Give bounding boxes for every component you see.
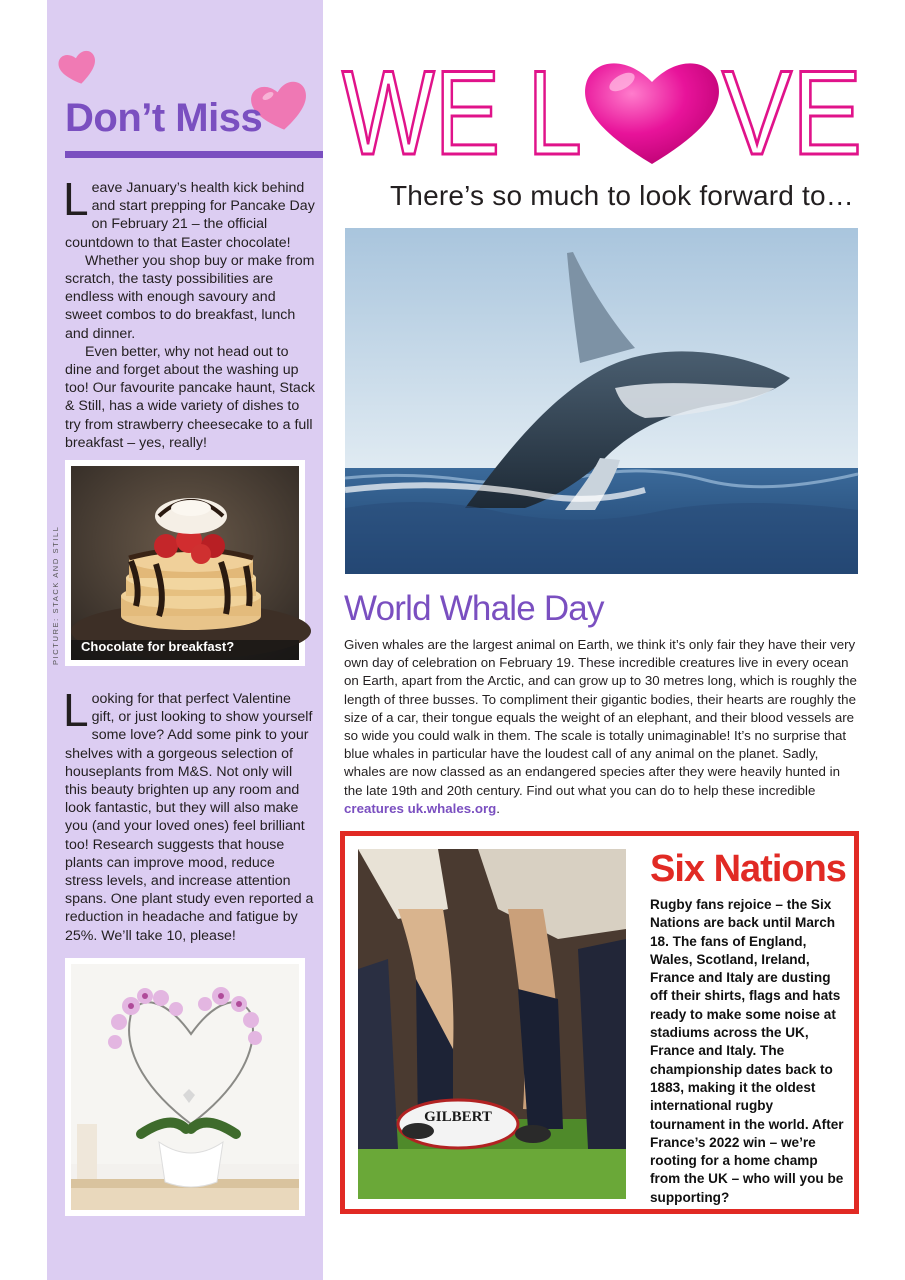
dropcap: L xyxy=(63,173,89,225)
we-love-heading xyxy=(340,46,865,180)
we-love-text-left: WE L xyxy=(342,46,582,180)
dont-miss-title: Don’t Miss xyxy=(65,96,263,140)
we-love-text-right: VE xyxy=(722,46,862,180)
orchid-photo-frame xyxy=(65,958,305,1216)
six-nations-title: Six Nations xyxy=(650,848,846,890)
orchid-photo xyxy=(71,964,299,1210)
pancake-article xyxy=(63,173,316,452)
whale-photo xyxy=(345,228,858,574)
pancake-illustration xyxy=(71,466,299,660)
small-heart-icon xyxy=(57,50,99,86)
world-whale-day-body xyxy=(344,636,858,818)
six-nations-body: Rugby fans rejoice – the Six Nations are back until March 18. The fans of England, Wales, Scotland, Ireland, France and Italy are dusting off their shirts, flags and hats ready to make some noise at stadiums across the UK, France and Italy. The championship dates back to 1883, making it the oldest international rugby tournament in the world. After France’s 2022 win – we’re rooting for a home champ from the UK – who will you be supporting? xyxy=(650,897,844,1205)
rugby-illustration xyxy=(358,849,626,1199)
ball-brand-text: GILBERT xyxy=(424,1109,492,1125)
pancake-caption: Chocolate for breakfast? xyxy=(81,639,235,654)
heart-letter-icon xyxy=(585,63,719,164)
title-divider xyxy=(65,151,323,158)
pancake-photo-frame xyxy=(65,460,305,666)
pancake-paragraph-2: Whether you shop buy or make from scratch, the tasty possibilities are endless with enough savoury and sweet combos to do breakfast, lunch and dinner. xyxy=(65,252,315,342)
subtitle: There’s so much to look forward to… xyxy=(390,180,855,211)
pancake-photo xyxy=(71,466,299,660)
photo-credit: PICTURE: STACK AND STILL xyxy=(51,525,60,665)
dropcap: L xyxy=(63,684,89,736)
orchid-illustration xyxy=(71,964,299,1210)
rugby-photo xyxy=(358,849,626,1199)
pancake-paragraph-1: eave January’s health kick behind and start prepping for Pancake Day on February 21 – the official countdown to that Easter chocolate! xyxy=(65,180,315,251)
six-nations-box xyxy=(340,831,859,1214)
valentine-paragraph: ooking for that perfect Valentine gift, or just looking to show yourself some love? Add some pink to your shelves with a gorgeous selection of houseplants from M&S. Not only will this beauty brighten up any room and look fantastic, but they will also make you (and your loved ones) feel brilliant too! Research suggests that house plants can improve mood, reduce stress levels, and increase attention spans. One plant study even reported a reduction in headache and fatigue by 25%. We’ll take 10, please! xyxy=(65,691,314,944)
pancake-paragraph-3: Even better, why not head out to dine and forget about the washing up too! Our favourite pancake haunt, Stack & Still, has a wide variety of dishes to try from strawberry cheesecake to a full breakfast – yes, really! xyxy=(65,343,316,451)
world-whale-day-title: World Whale Day xyxy=(344,589,604,628)
valentine-article xyxy=(63,684,315,945)
we-love-wordmark xyxy=(340,46,865,180)
whale-body-end: . xyxy=(496,800,500,816)
whales-link[interactable]: creatures uk.whales.org xyxy=(344,800,497,816)
whale-illustration xyxy=(345,228,858,574)
whale-body-text: Given whales are the largest animal on Earth, we think it’s only fair they have their very own day of celebration on February 19. These incredible creatures live in every ocean on Earth, apart from the Arctic, and can grow up to 30 metres long, which is roughly the length of three busses. To compliment their gigantic bodies, their hearts are roughly the size of a car, their tongue equals the weight of an elephant, and their blood vessels are so wide you could walk in them. The scale is totally unimaginable! It’s no surprise that blue whales in particular have the loudest call of any animal on the planet. Sadly, whales are now classed as an endangered species after they were heavily hunted in the late 19th and 20th century. Find out what you can do to help these incredible xyxy=(344,637,857,798)
